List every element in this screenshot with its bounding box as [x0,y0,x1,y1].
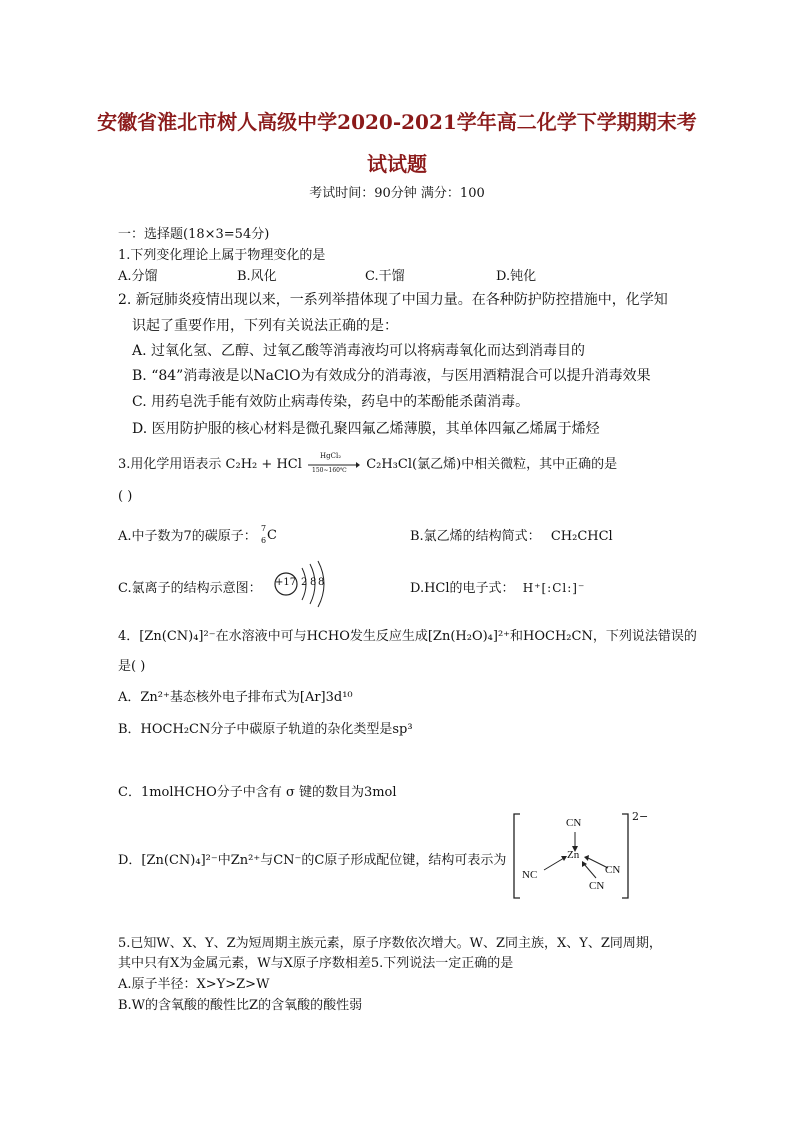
question-3-stem-pre: 3.用化学用语表示 [118,457,222,472]
option-a-label: A.中子数为7的碳原子： [118,529,257,544]
reactant-1: C₂H₂ [225,457,258,472]
question-3-stem-post: (氯乙烯)中相关微粒，其中正确的是 [412,457,618,472]
question-1-option-b: B.风化 [237,269,277,284]
question-3-option-d [410,577,585,596]
nuclide-symbol [260,523,279,545]
question-2-option-b: B. “84”消毒液是以NaClO为有效成分的消毒液，与医用酒精混合可以提升消毒效果 [132,368,651,384]
ligand-left: NC [522,869,538,881]
question-1-stem: 1.下列变化理论上属于物理变化的是 [118,248,326,263]
exam-info: 考试时间：90分钟 满分：100 [309,186,485,201]
question-2-option-a: A. 过氧化氢、乙醇、过氧乙酸等消毒液均可以将病毒氧化而达到消毒目的 [132,343,586,359]
question-2-option-d: D. 医用防护服的核心材料是微孔聚四氟乙烯薄膜，其单体四氟乙烯属于烯烃 [132,421,600,437]
reaction-arrow [308,451,360,474]
plus-sign: + [261,457,273,472]
shell-3-electrons: 8 [318,577,325,588]
ligand-top: CN [566,817,582,829]
electron-formula: H⁺[:Cl:]⁻ [522,581,586,595]
question-2-stem-cont: 识起了重要作用，下列有关说法正确的是： [132,318,398,334]
question-1-option-d: D.钝化 [496,269,537,284]
question-5-stem: 5.已知W、X、Y、Z为短周期主族元素，原子序数依次增大。W、Z同主族，X、Y、Z同周期， [118,936,662,951]
product: C₂H₃Cl [366,457,412,472]
question-4-option-d: D．[Zn(CN)₄]²⁻中Zn²⁺与CN⁻的C原子形成配位键，结构可表示为 [118,853,507,868]
question-4-option-c: C．1molHCHO分子中含有 σ 键的数目为3mol [118,785,397,800]
question-2-stem: 2. 新冠肺炎疫情出现以来，一系列举措体现了中国力量。在各种防护防控措施中，化学知 [118,292,668,308]
shell-1-electrons: 2 [301,577,308,588]
catalyst-label: HgCl₂ [320,451,342,460]
question-1-option-a: A.分馏 [118,269,158,284]
mass-number: 7 [260,523,267,533]
question-3-option-c: C.氯离子的结构示意图： [118,581,262,596]
question-3-option-a [118,525,279,544]
structural-formula: CH₂CHCl [550,529,613,544]
option-d-label: D.HCl的电子式： [410,581,515,596]
option-b-label: B.氯乙烯的结构简式： [410,529,541,544]
question-1-option-c: C.干馏 [365,269,405,284]
question-4-option-a: A．Zn²⁺基态核外电子排布式为[Ar]3d¹⁰ [118,690,353,705]
section-heading: 一：选择题(18×3=54分) [118,227,270,242]
bracket-and-bonds-icon [512,812,662,900]
answer-blank: ( ) [118,489,133,504]
metal-center: Zn [567,849,580,861]
question-5-stem-cont: 其中只有X为金属元素，W与X原子序数相差5.下列说法一定正确的是 [118,956,514,971]
question-5-option-a: A.原子半径：X>Y>Z>W [118,977,270,992]
nucleus-charge: +17 [275,577,297,588]
ligand-right: CN [605,864,621,876]
complex-charge: 2− [632,810,649,823]
question-4-stem-cont: 是( ) [118,659,146,674]
page-title-line2: 试试题 [367,152,427,176]
zinc-complex-structure [512,812,662,900]
question-5-option-b: B.W的含氧酸的酸性比Z的含氧酸的酸性弱 [118,998,363,1013]
atomic-number: 6 [260,535,267,545]
question-4-option-b: B．HOCH₂CN分子中碳原子轨道的杂化类型是sp³ [118,722,413,737]
ligand-bottom: CN [589,880,605,892]
question-3-stem [118,453,617,472]
page-title: 安徽省淮北市树人高级中学2020-2021学年高二化学下学期期末考 [97,110,697,134]
condition-label: 150~160℃ [312,466,347,474]
chloride-ion-diagram [272,560,332,608]
reactant-2: HCl [276,457,302,472]
question-3-option-b [410,525,613,544]
question-2-option-c: C. 用药皂洗手能有效防止病毒传染，药皂中的苯酚能杀菌消毒。 [132,394,530,410]
shell-2-electrons: 8 [310,577,317,588]
element-symbol: C [266,527,277,543]
question-4-stem: 4．[Zn(CN)₄]²⁻在水溶液中可与HCHO发生反应生成[Zn(H₂O)₄]²⁺和HOCH₂CN，下列说法错误的 [118,629,697,644]
